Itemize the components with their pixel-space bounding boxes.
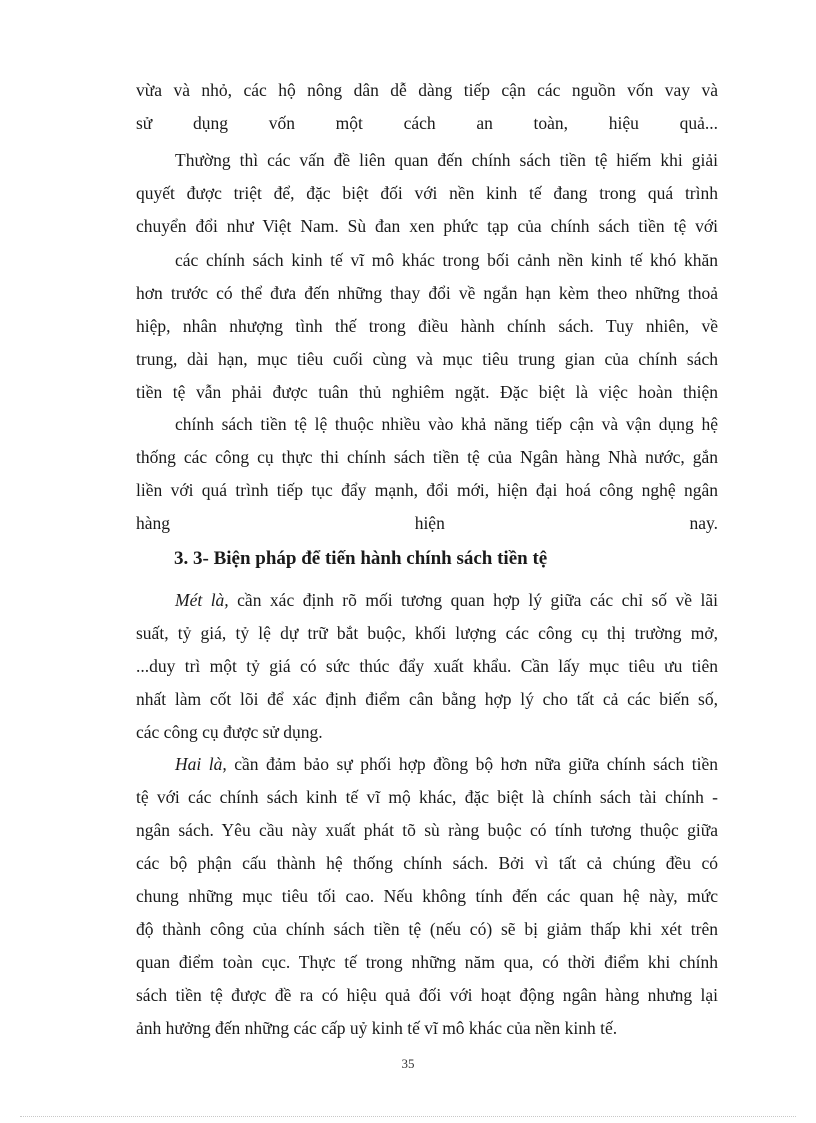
text-line: ảnh hưởng đến những các cấp uỷ kinh tế vĩ mô khác của nền kinh tế. — [136, 1018, 618, 1038]
paragraph-4 — [136, 408, 718, 540]
text-line: Thường thì các vấn đề liên quan đến chính sách tiền tệ hiếm khi giải — [175, 150, 718, 170]
text-line: tiền tệ vẫn phải được tuân thủ nghiêm ngặt. Đặc biệt là việc hoàn thiện — [136, 382, 718, 402]
text-line: chung những mục tiêu tối cao. Nếu không tính đến các quan hệ này, mức — [136, 886, 718, 906]
text-line: chính sách tiền tệ lệ thuộc nhiều vào khả năng tiếp cận và vận dụng hệ — [175, 414, 718, 434]
text-line: các công cụ được sử dụng. — [136, 722, 323, 742]
paragraph-1 — [136, 74, 718, 140]
text-line: các chính sách kinh tế vĩ mô khác trong bối cảnh nền kinh tế khó khăn — [175, 250, 718, 270]
text-line: tệ với các chính sách kinh tế vĩ mộ khác, đặc biệt là chính sách tài chính - — [136, 787, 718, 807]
text-line: nhất làm cốt lõi để xác định điểm cân bằng hợp lý cho tất cả các biến số, — [136, 689, 718, 709]
paragraph-2 — [136, 144, 718, 243]
paragraph-3 — [136, 244, 718, 409]
text-line — [136, 748, 718, 781]
text-line: chuyển đổi như Việt Nam. Sù đan xen phức tạp của chính sách tiền tệ với — [136, 216, 718, 236]
paragraph-5 — [136, 584, 718, 749]
text-line: trung, dài hạn, mục tiêu cuối cùng và mục tiêu trung gian của chính sách — [136, 349, 718, 369]
line-rest: cần đảm bảo sự phối hợp đồng bộ hơn nữa giữa chính sách tiền — [226, 754, 718, 774]
section-heading: 3. 3- Biện pháp để tiến hành chính sách tiền tệ — [174, 548, 548, 569]
text-line: vừa và nhỏ, các hộ nông dân dễ dàng tiếp cận các nguồn vốn vay và — [136, 80, 718, 100]
page-bottom-divider — [20, 1116, 796, 1117]
text-line — [136, 584, 718, 617]
text-line: sách tiền tệ được đề ra có hiệu quả đối với hoạt động ngân hàng nhưng lại — [136, 985, 718, 1005]
text-line: các bộ phận cấu thành hệ thống chính sách. Bởi vì tất cả chúng đều có — [136, 853, 718, 873]
text-line: sử dụng vốn một cách an toàn, hiệu quả... — [136, 113, 718, 133]
text-line: quan điểm toàn cục. Thực tế trong những năm qua, có thời điểm khi chính — [136, 952, 718, 972]
lead-phrase: Mét là, — [175, 590, 229, 610]
paragraph-6 — [136, 748, 718, 1045]
lead-phrase: Hai là, — [175, 754, 227, 774]
text-line: liền với quá trình tiếp tục đẩy mạnh, đổi mới, hiện đại hoá công nghệ ngân — [136, 480, 718, 500]
text-line: quyết được triệt để, đặc biệt đối với nền kinh tế đang trong quá trình — [136, 183, 718, 203]
line-rest: cần xác định rõ mối tương quan hợp lý giữa các chỉ số về lãi — [228, 590, 718, 610]
text-line: hơn trước có thể đưa đến những thay đổi về ngắn hạn kèm theo những thoả — [136, 283, 718, 303]
text-line: hàng hiện nay. — [136, 513, 718, 533]
text-line: suất, tỷ giá, tỷ lệ dự trữ bắt buộc, khối lượng các công cụ thị trường mở, — [136, 623, 718, 643]
text-line: ...duy trì một tỷ giá có sức thúc đẩy xuất khẩu. Cần lấy mục tiêu ưu tiên — [136, 656, 718, 676]
text-line: độ thành công của chính sách tiền tệ (nếu có) sẽ bị giảm thấp khi xét trên — [136, 919, 718, 939]
text-line: hiệp, nhân nhượng tình thế trong điều hành chính sách. Tuy nhiên, về — [136, 316, 718, 336]
text-line: ngân sách. Yêu cầu này xuất phát tõ sù ràng buộc có tính tương thuộc giữa — [136, 820, 718, 840]
page-number: 35 — [401, 1056, 415, 1071]
text-line: thống các công cụ thực thi chính sách tiền tệ của Ngân hàng Nhà nước, gắn — [136, 447, 718, 467]
